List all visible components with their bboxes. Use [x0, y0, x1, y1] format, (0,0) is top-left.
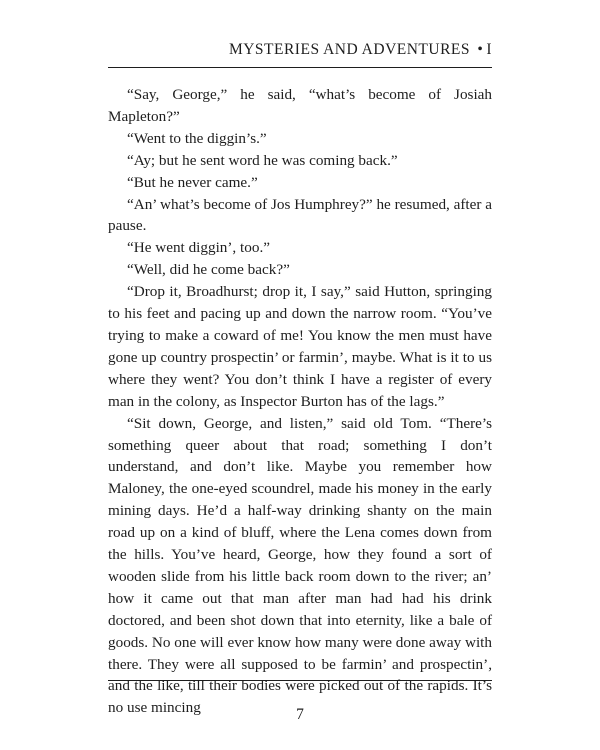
running-title: MYSTERIES AND ADVENTURES	[228, 41, 471, 58]
paragraph: “Drop it, Broadhurst; drop it, I say,” said Hutton, springing to his feet and pacing up and down the narrow room. “You’ve trying to make a coward of me! You know the men must have gone up country prospectin’ or farmin’, maybe. What is it to us where they went? You don’t think I have a register of every man in the colony, as Inspector Burton has of the lags.”	[108, 283, 492, 410]
bullet-separator: •	[477, 41, 484, 58]
volume-number: I	[486, 41, 492, 58]
paragraph: “An’ what’s become of Jos Humphrey?” he resumed, after a pause.	[108, 195, 492, 235]
footer-rule	[108, 680, 492, 681]
body-text	[108, 84, 492, 719]
paragraph: “Say, George,” he said, “what’s become of Josiah Mapleton?”	[108, 86, 492, 125]
paragraph: “Ay; but he sent word he was coming back.”	[127, 151, 398, 169]
header-rule	[108, 67, 492, 68]
running-header	[108, 40, 492, 60]
paragraph: “Went to the diggin’s.”	[127, 129, 267, 147]
paragraph: “Well, did he come back?”	[127, 261, 290, 279]
paragraph: “Sit down, George, and listen,” said old Tom. “There’s something queer about that road; something I don’t understand, and don’t like. Maybe you remember how Maloney, the one-eyed scoundrel, made his money in the early mining days. He’d a half-way drinking shanty on the main road up on a kind of bluff, where the Lena comes down from the hills. You’ve heard, George, how they found a sort of wooden slide from his little back room down to the river; an’ how it came out that man after man had had his drink doctored, and been shot down that into eternity, like a bale of goods. No one will ever know how many were done away with there. They were all supposed to be farmin’ and prospectin’, and the like, till their bodies were picked out of the rapids. It’s no use mincing	[108, 414, 492, 717]
page-number: 7	[296, 706, 304, 723]
paragraph: “He went diggin’, too.”	[127, 239, 270, 257]
paragraph: “But he never came.”	[127, 173, 258, 191]
